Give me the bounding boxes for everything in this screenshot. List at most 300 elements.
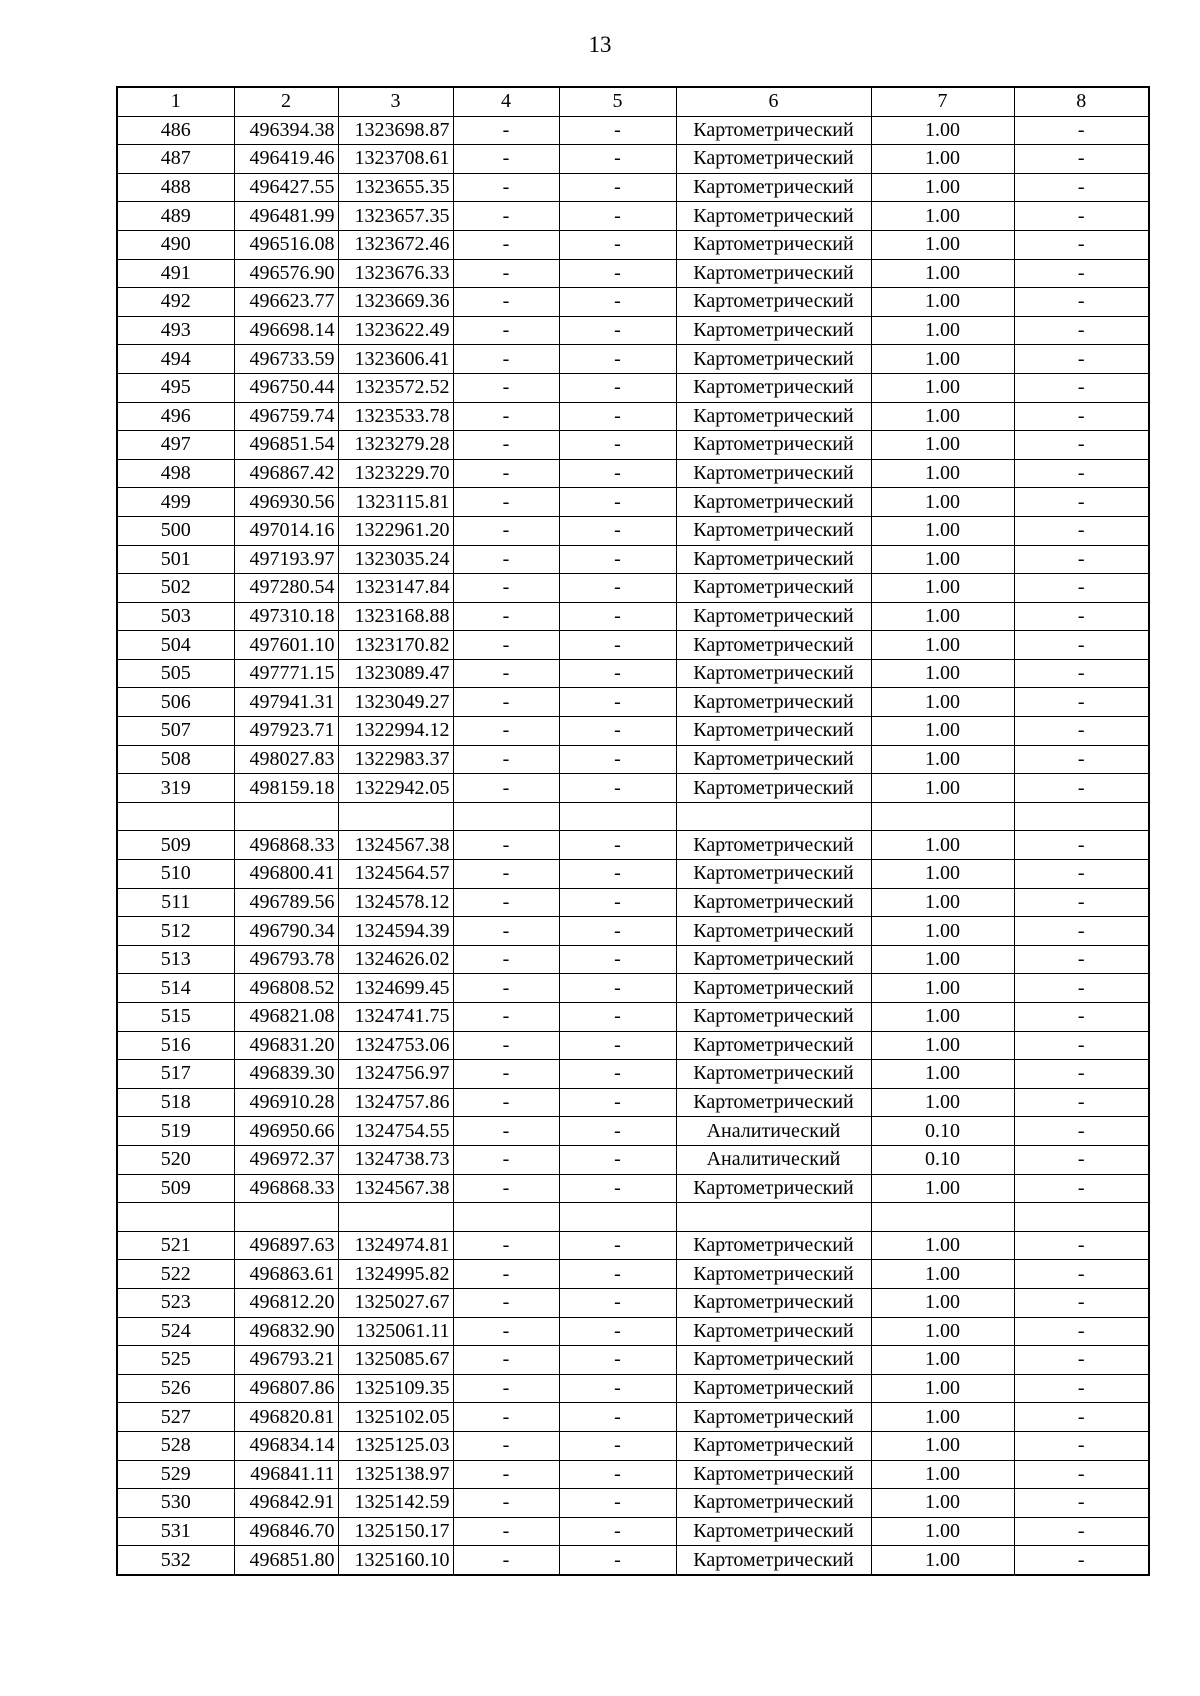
accuracy-cell: 1.00 — [871, 173, 1014, 202]
column-5-cell: - — [559, 659, 676, 688]
x-coordinate-cell: 496972.37 — [234, 1145, 338, 1174]
column-8-cell: - — [1014, 1517, 1149, 1546]
x-coordinate-cell: 496910.28 — [234, 1088, 338, 1117]
column-5-cell: - — [559, 745, 676, 774]
column-8-cell: - — [1014, 1403, 1149, 1432]
point-number-cell: 319 — [117, 774, 234, 803]
table-row — [117, 631, 1149, 660]
x-coordinate-cell: 496808.52 — [234, 974, 338, 1003]
column-4-cell: - — [453, 574, 559, 603]
point-number-cell: 499 — [117, 488, 234, 517]
method-cell: Картометрический — [676, 545, 871, 574]
column-8-cell: - — [1014, 774, 1149, 803]
column-5-cell: - — [559, 316, 676, 345]
accuracy-cell: 1.00 — [871, 688, 1014, 717]
x-coordinate-cell: 496807.86 — [234, 1374, 338, 1403]
y-coordinate-cell — [338, 802, 453, 831]
accuracy-cell: 1.00 — [871, 516, 1014, 545]
column-5-cell: - — [559, 1546, 676, 1575]
column-8-cell: - — [1014, 173, 1149, 202]
column-8-cell: - — [1014, 1374, 1149, 1403]
header-row — [117, 87, 1149, 116]
x-coordinate-cell: 496793.78 — [234, 945, 338, 974]
table-row — [117, 488, 1149, 517]
method-cell — [676, 1203, 871, 1232]
table-row — [117, 717, 1149, 746]
method-cell: Картометрический — [676, 1174, 871, 1203]
y-coordinate-cell: 1324741.75 — [338, 1003, 453, 1032]
column-5-cell — [559, 802, 676, 831]
x-coordinate-cell — [234, 802, 338, 831]
x-coordinate-cell: 498159.18 — [234, 774, 338, 803]
table-row — [117, 1145, 1149, 1174]
column-8-cell: - — [1014, 431, 1149, 460]
table-row — [117, 1517, 1149, 1546]
column-8-cell: - — [1014, 202, 1149, 231]
accuracy-cell: 1.00 — [871, 1517, 1014, 1546]
column-4-cell: - — [453, 145, 559, 174]
column-5-cell: - — [559, 631, 676, 660]
x-coordinate-cell: 496789.56 — [234, 888, 338, 917]
column-5-cell: - — [559, 116, 676, 145]
x-coordinate-cell: 496576.90 — [234, 259, 338, 288]
y-coordinate-cell: 1325125.03 — [338, 1431, 453, 1460]
point-number-cell: 504 — [117, 631, 234, 660]
column-5-cell: - — [559, 1117, 676, 1146]
x-coordinate-cell: 496419.46 — [234, 145, 338, 174]
column-5-cell: - — [559, 1374, 676, 1403]
y-coordinate-cell: 1323168.88 — [338, 602, 453, 631]
table-row — [117, 1374, 1149, 1403]
table-row — [117, 745, 1149, 774]
column-8-cell: - — [1014, 402, 1149, 431]
accuracy-cell — [871, 1203, 1014, 1232]
column-4-cell: - — [453, 1288, 559, 1317]
table-row — [117, 888, 1149, 917]
table-row — [117, 1231, 1149, 1260]
point-number-cell: 522 — [117, 1260, 234, 1289]
x-coordinate-cell: 496867.42 — [234, 459, 338, 488]
column-4-cell: - — [453, 1517, 559, 1546]
table-row — [117, 1088, 1149, 1117]
column-8-cell: - — [1014, 888, 1149, 917]
point-number-cell: 487 — [117, 145, 234, 174]
column-4-cell: - — [453, 602, 559, 631]
x-coordinate-cell: 496863.61 — [234, 1260, 338, 1289]
y-coordinate-cell: 1323606.41 — [338, 345, 453, 374]
method-cell: Картометрический — [676, 1003, 871, 1032]
point-number-cell: 494 — [117, 345, 234, 374]
accuracy-cell: 1.00 — [871, 831, 1014, 860]
point-number-cell: 507 — [117, 717, 234, 746]
table-row — [117, 1403, 1149, 1432]
column-8-cell: - — [1014, 459, 1149, 488]
column-4-cell: - — [453, 1317, 559, 1346]
x-coordinate-cell: 496427.55 — [234, 173, 338, 202]
column-4-cell: - — [453, 717, 559, 746]
point-number-cell: 506 — [117, 688, 234, 717]
x-coordinate-cell: 496793.21 — [234, 1346, 338, 1375]
table-row — [117, 1431, 1149, 1460]
column-4-cell: - — [453, 831, 559, 860]
column-4-cell: - — [453, 1145, 559, 1174]
accuracy-cell: 1.00 — [871, 402, 1014, 431]
method-cell: Картометрический — [676, 345, 871, 374]
header-cell: 3 — [338, 87, 453, 116]
method-cell: Картометрический — [676, 659, 871, 688]
table-row — [117, 345, 1149, 374]
table-row — [117, 1260, 1149, 1289]
table-row — [117, 945, 1149, 974]
accuracy-cell: 0.10 — [871, 1117, 1014, 1146]
method-cell: Картометрический — [676, 1460, 871, 1489]
point-number-cell: 492 — [117, 288, 234, 317]
column-5-cell: - — [559, 1174, 676, 1203]
column-5-cell: - — [559, 1031, 676, 1060]
column-8-cell: - — [1014, 345, 1149, 374]
column-8-cell: - — [1014, 373, 1149, 402]
table-row — [117, 145, 1149, 174]
column-5-cell: - — [559, 888, 676, 917]
y-coordinate-cell: 1323170.82 — [338, 631, 453, 660]
separator-row — [117, 1203, 1149, 1232]
header-cell: 1 — [117, 87, 234, 116]
column-4-cell: - — [453, 688, 559, 717]
point-number-cell: 517 — [117, 1060, 234, 1089]
point-number-cell: 525 — [117, 1346, 234, 1375]
table-row — [117, 402, 1149, 431]
header-cell: 4 — [453, 87, 559, 116]
table-row — [117, 574, 1149, 603]
table-row — [117, 373, 1149, 402]
point-number-cell: 512 — [117, 917, 234, 946]
x-coordinate-cell: 496812.20 — [234, 1288, 338, 1317]
column-8-cell: - — [1014, 1174, 1149, 1203]
accuracy-cell: 1.00 — [871, 945, 1014, 974]
x-coordinate-cell: 496841.11 — [234, 1460, 338, 1489]
column-5-cell: - — [559, 1060, 676, 1089]
y-coordinate-cell: 1323035.24 — [338, 545, 453, 574]
table-row — [117, 259, 1149, 288]
column-5-cell: - — [559, 1003, 676, 1032]
accuracy-cell: 1.00 — [871, 1231, 1014, 1260]
column-8-cell — [1014, 802, 1149, 831]
table-row — [117, 688, 1149, 717]
column-8-cell: - — [1014, 1031, 1149, 1060]
point-number-cell — [117, 1203, 234, 1232]
y-coordinate-cell: 1324564.57 — [338, 860, 453, 889]
y-coordinate-cell: 1323657.35 — [338, 202, 453, 231]
column-4-cell: - — [453, 745, 559, 774]
table-header — [117, 87, 1149, 116]
x-coordinate-cell: 498027.83 — [234, 745, 338, 774]
point-number-cell: 521 — [117, 1231, 234, 1260]
y-coordinate-cell: 1322942.05 — [338, 774, 453, 803]
x-coordinate-cell: 496698.14 — [234, 316, 338, 345]
y-coordinate-cell: 1323049.27 — [338, 688, 453, 717]
accuracy-cell: 1.00 — [871, 373, 1014, 402]
column-4-cell: - — [453, 545, 559, 574]
method-cell: Аналитический — [676, 1145, 871, 1174]
table-row — [117, 116, 1149, 145]
column-4-cell: - — [453, 631, 559, 660]
y-coordinate-cell: 1322983.37 — [338, 745, 453, 774]
point-number-cell: 511 — [117, 888, 234, 917]
x-coordinate-cell: 496897.63 — [234, 1231, 338, 1260]
column-5-cell: - — [559, 345, 676, 374]
column-4-cell: - — [453, 1260, 559, 1289]
column-4-cell — [453, 802, 559, 831]
accuracy-cell: 1.00 — [871, 1288, 1014, 1317]
point-number-cell: 531 — [117, 1517, 234, 1546]
method-cell: Картометрический — [676, 1260, 871, 1289]
column-8-cell: - — [1014, 1489, 1149, 1518]
point-number-cell: 495 — [117, 373, 234, 402]
column-5-cell: - — [559, 202, 676, 231]
x-coordinate-cell: 496851.80 — [234, 1546, 338, 1575]
accuracy-cell: 1.00 — [871, 145, 1014, 174]
point-number-cell: 520 — [117, 1145, 234, 1174]
method-cell: Картометрический — [676, 574, 871, 603]
point-number-cell: 518 — [117, 1088, 234, 1117]
method-cell: Картометрический — [676, 1031, 871, 1060]
x-coordinate-cell: 497923.71 — [234, 717, 338, 746]
column-8-cell: - — [1014, 1546, 1149, 1575]
y-coordinate-cell: 1323669.36 — [338, 288, 453, 317]
column-4-cell: - — [453, 917, 559, 946]
column-4-cell: - — [453, 1231, 559, 1260]
column-4-cell: - — [453, 1489, 559, 1518]
method-cell: Картометрический — [676, 202, 871, 231]
y-coordinate-cell: 1323089.47 — [338, 659, 453, 688]
point-number-cell — [117, 802, 234, 831]
point-number-cell: 528 — [117, 1431, 234, 1460]
y-coordinate-cell: 1324578.12 — [338, 888, 453, 917]
accuracy-cell: 1.00 — [871, 288, 1014, 317]
point-number-cell: 486 — [117, 116, 234, 145]
column-8-cell: - — [1014, 116, 1149, 145]
method-cell: Картометрический — [676, 373, 871, 402]
y-coordinate-cell: 1324626.02 — [338, 945, 453, 974]
point-number-cell: 509 — [117, 831, 234, 860]
column-5-cell: - — [559, 373, 676, 402]
y-coordinate-cell: 1323655.35 — [338, 173, 453, 202]
method-cell: Картометрический — [676, 316, 871, 345]
column-4-cell: - — [453, 288, 559, 317]
accuracy-cell: 1.00 — [871, 1174, 1014, 1203]
column-5-cell: - — [559, 917, 676, 946]
table-row — [117, 1003, 1149, 1032]
x-coordinate-cell: 496832.90 — [234, 1317, 338, 1346]
y-coordinate-cell: 1325160.10 — [338, 1546, 453, 1575]
method-cell: Картометрический — [676, 1317, 871, 1346]
x-coordinate-cell: 496930.56 — [234, 488, 338, 517]
table-row — [117, 1460, 1149, 1489]
column-4-cell: - — [453, 345, 559, 374]
method-cell: Картометрический — [676, 1060, 871, 1089]
column-5-cell: - — [559, 1231, 676, 1260]
column-5-cell: - — [559, 688, 676, 717]
accuracy-cell: 1.00 — [871, 1260, 1014, 1289]
y-coordinate-cell: 1324995.82 — [338, 1260, 453, 1289]
column-4-cell: - — [453, 1546, 559, 1575]
column-8-cell: - — [1014, 1317, 1149, 1346]
method-cell: Картометрический — [676, 230, 871, 259]
column-4-cell: - — [453, 202, 559, 231]
column-5-cell: - — [559, 545, 676, 574]
column-8-cell: - — [1014, 1231, 1149, 1260]
method-cell: Картометрический — [676, 431, 871, 460]
column-4-cell — [453, 1203, 559, 1232]
point-number-cell: 529 — [117, 1460, 234, 1489]
point-number-cell: 526 — [117, 1374, 234, 1403]
method-cell: Картометрический — [676, 888, 871, 917]
y-coordinate-cell: 1325085.67 — [338, 1346, 453, 1375]
column-4-cell: - — [453, 974, 559, 1003]
accuracy-cell: 1.00 — [871, 774, 1014, 803]
column-5-cell: - — [559, 1517, 676, 1546]
header-cell: 2 — [234, 87, 338, 116]
x-coordinate-cell: 497601.10 — [234, 631, 338, 660]
column-4-cell: - — [453, 659, 559, 688]
column-4-cell: - — [453, 402, 559, 431]
point-number-cell: 503 — [117, 602, 234, 631]
point-number-cell: 509 — [117, 1174, 234, 1203]
accuracy-cell: 1.00 — [871, 431, 1014, 460]
column-4-cell: - — [453, 116, 559, 145]
table-row — [117, 431, 1149, 460]
column-8-cell: - — [1014, 1003, 1149, 1032]
table-row — [117, 288, 1149, 317]
x-coordinate-cell: 496842.91 — [234, 1489, 338, 1518]
method-cell: Картометрический — [676, 145, 871, 174]
table-row — [117, 602, 1149, 631]
method-cell: Картометрический — [676, 774, 871, 803]
accuracy-cell: 1.00 — [871, 602, 1014, 631]
column-8-cell: - — [1014, 545, 1149, 574]
method-cell: Картометрический — [676, 1431, 871, 1460]
x-coordinate-cell: 496733.59 — [234, 345, 338, 374]
point-number-cell: 501 — [117, 545, 234, 574]
method-cell: Картометрический — [676, 173, 871, 202]
column-4-cell: - — [453, 1403, 559, 1432]
column-5-cell: - — [559, 402, 676, 431]
accuracy-cell: 1.00 — [871, 545, 1014, 574]
accuracy-cell: 1.00 — [871, 631, 1014, 660]
column-4-cell: - — [453, 488, 559, 517]
table-row — [117, 1317, 1149, 1346]
x-coordinate-cell: 496394.38 — [234, 116, 338, 145]
method-cell: Картометрический — [676, 917, 871, 946]
point-number-cell: 497 — [117, 431, 234, 460]
x-coordinate-cell — [234, 1203, 338, 1232]
column-8-cell: - — [1014, 1145, 1149, 1174]
table-row — [117, 1031, 1149, 1060]
method-cell: Картометрический — [676, 116, 871, 145]
y-coordinate-cell: 1325142.59 — [338, 1489, 453, 1518]
accuracy-cell: 1.00 — [871, 345, 1014, 374]
y-coordinate-cell: 1323115.81 — [338, 488, 453, 517]
accuracy-cell — [871, 802, 1014, 831]
y-coordinate-cell: 1324699.45 — [338, 974, 453, 1003]
method-cell: Картометрический — [676, 1546, 871, 1575]
point-number-cell: 514 — [117, 974, 234, 1003]
table-row — [117, 202, 1149, 231]
column-5-cell: - — [559, 230, 676, 259]
column-8-cell — [1014, 1203, 1149, 1232]
method-cell: Картометрический — [676, 288, 871, 317]
accuracy-cell: 1.00 — [871, 888, 1014, 917]
accuracy-cell: 1.00 — [871, 1060, 1014, 1089]
point-number-cell: 510 — [117, 860, 234, 889]
point-number-cell: 513 — [117, 945, 234, 974]
y-coordinate-cell: 1323147.84 — [338, 574, 453, 603]
column-5-cell: - — [559, 574, 676, 603]
column-8-cell: - — [1014, 230, 1149, 259]
point-number-cell: 505 — [117, 659, 234, 688]
y-coordinate-cell: 1324756.97 — [338, 1060, 453, 1089]
page-number: 13 — [588, 32, 612, 57]
method-cell: Картометрический — [676, 516, 871, 545]
column-4-cell: - — [453, 1060, 559, 1089]
column-8-cell: - — [1014, 574, 1149, 603]
column-5-cell: - — [559, 1145, 676, 1174]
column-8-cell: - — [1014, 1117, 1149, 1146]
accuracy-cell: 1.00 — [871, 316, 1014, 345]
point-number-cell: 491 — [117, 259, 234, 288]
y-coordinate-cell: 1325138.97 — [338, 1460, 453, 1489]
accuracy-cell: 1.00 — [871, 1374, 1014, 1403]
column-8-cell: - — [1014, 259, 1149, 288]
column-5-cell: - — [559, 774, 676, 803]
table-row — [117, 459, 1149, 488]
column-5-cell: - — [559, 602, 676, 631]
column-4-cell: - — [453, 860, 559, 889]
x-coordinate-cell: 496790.34 — [234, 917, 338, 946]
column-8-cell: - — [1014, 145, 1149, 174]
column-8-cell: - — [1014, 1460, 1149, 1489]
column-4-cell: - — [453, 1346, 559, 1375]
method-cell: Картометрический — [676, 459, 871, 488]
y-coordinate-cell: 1323229.70 — [338, 459, 453, 488]
accuracy-cell: 1.00 — [871, 974, 1014, 1003]
accuracy-cell: 1.00 — [871, 1460, 1014, 1489]
table-row — [117, 545, 1149, 574]
x-coordinate-cell: 496800.41 — [234, 860, 338, 889]
table-row — [117, 1288, 1149, 1317]
x-coordinate-cell: 497014.16 — [234, 516, 338, 545]
x-coordinate-cell: 496950.66 — [234, 1117, 338, 1146]
column-8-cell: - — [1014, 717, 1149, 746]
y-coordinate-cell: 1324567.38 — [338, 1174, 453, 1203]
table-row — [117, 173, 1149, 202]
y-coordinate-cell: 1322994.12 — [338, 717, 453, 746]
accuracy-cell: 1.00 — [871, 1031, 1014, 1060]
accuracy-cell: 1.00 — [871, 860, 1014, 889]
point-number-cell: 500 — [117, 516, 234, 545]
accuracy-cell: 1.00 — [871, 116, 1014, 145]
accuracy-cell: 0.10 — [871, 1145, 1014, 1174]
y-coordinate-cell — [338, 1203, 453, 1232]
header-cell: 5 — [559, 87, 676, 116]
accuracy-cell: 1.00 — [871, 1346, 1014, 1375]
x-coordinate-cell: 496839.30 — [234, 1060, 338, 1089]
column-8-cell: - — [1014, 602, 1149, 631]
column-5-cell: - — [559, 431, 676, 460]
column-4-cell: - — [453, 431, 559, 460]
y-coordinate-cell: 1324738.73 — [338, 1145, 453, 1174]
point-number-cell: 493 — [117, 316, 234, 345]
